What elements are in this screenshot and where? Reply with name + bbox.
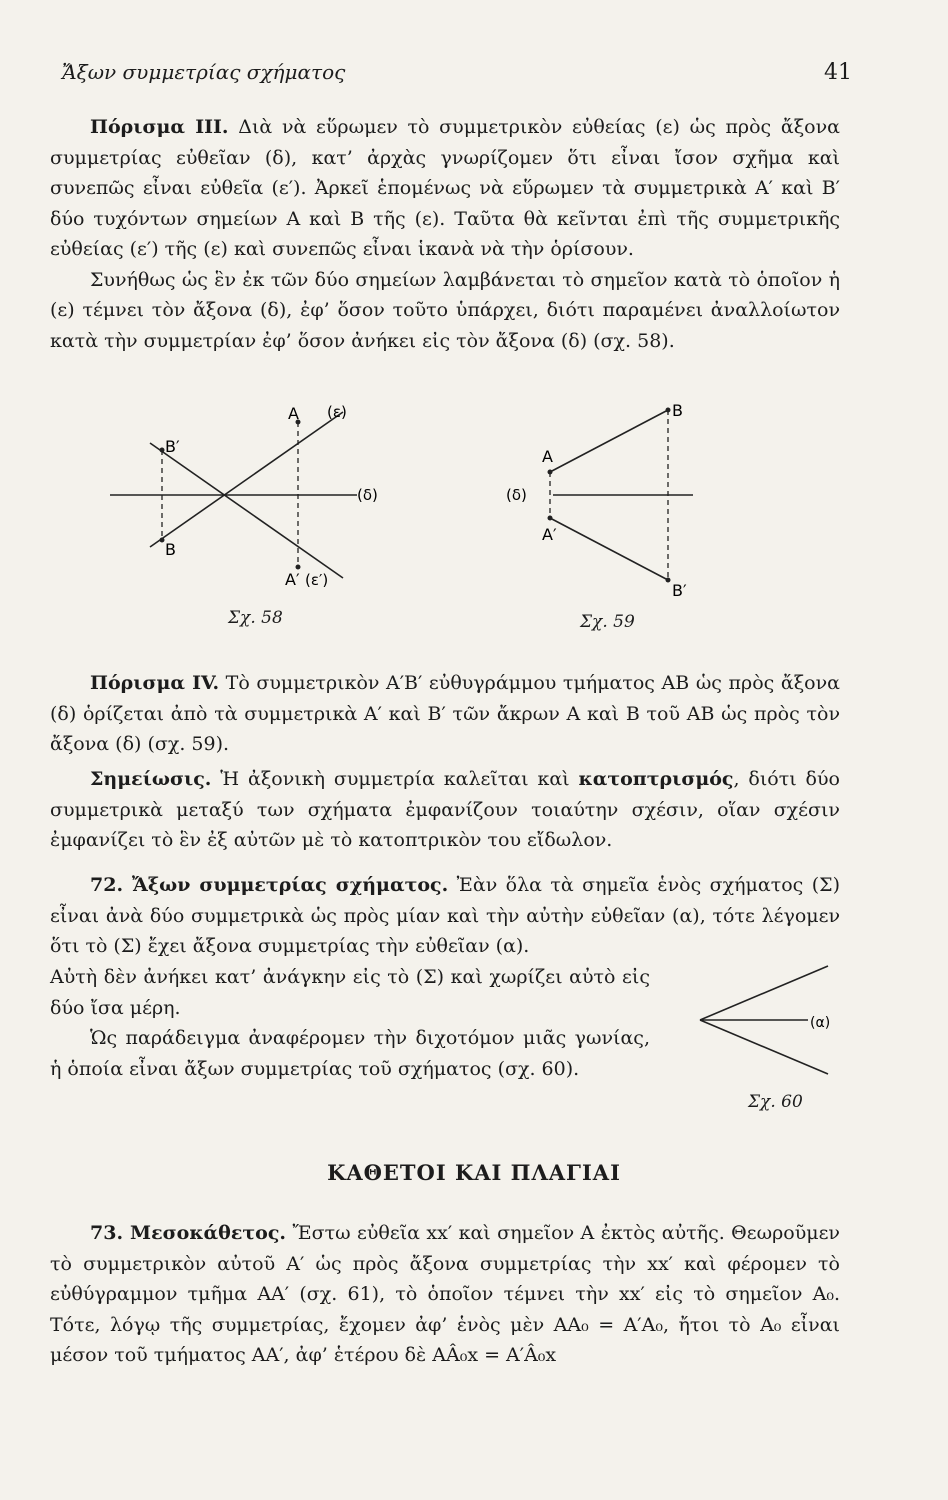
note-bold-term: κατοπτρισμός — [578, 768, 734, 790]
figure-59-caption: Σχ. 59 — [580, 612, 635, 632]
angle-side-lower — [700, 1020, 828, 1074]
figure-59 — [498, 392, 698, 616]
label-e-prime: (ε′) — [305, 571, 329, 589]
porisma-4-lead: Πόρισμα IV. — [90, 672, 220, 694]
figure-60 — [678, 962, 848, 1106]
label-b-prime: Β′ — [165, 437, 180, 456]
label-delta: (δ) — [357, 486, 378, 504]
label-b-prime: Β′ — [672, 581, 687, 600]
porisma-4-text: Τὸ συμμετρικὸν Α′Β′ εὐθυγράμμου τμήματος ΑΒ ὡς πρὸς ἄξονα (δ) ὁρίζεται ἀπὸ τὰ συμμετρικὰ Α′ καὶ Β′ τῶν ἄκρων Α καὶ Β τοῦ ΑΒ ὡς πρὸς τὸν ἄξονα (δ) (σχ. 59). — [50, 672, 840, 755]
porisma-3-text2: Συνήθως ὡς ἓν ἐκ τῶν δύο σημείων λαμβάνεται τὸ σημεῖον κατὰ τὸ ὁποῖον ἡ (ε) τέμνει τὸν ἄξονα (δ), ἐφ’ ὅσον τοῦτο ὑπάρχει, διότι παραμένει ἀναλλοίωτον κατὰ τὴν συμμετρίαν ἐφ’ ὅσον ἀνήκει εἰς τὸν ἄξονα (δ) (σχ. 58). — [50, 268, 840, 352]
porisma-4 — [50, 668, 840, 760]
porisma-3 — [50, 112, 840, 356]
line-e-prime — [150, 443, 343, 578]
porisma-3-text: Διὰ νὰ εὕρωμεν τὸ συμμετρικὸν εὐθείας (ε) ὡς πρὸς ἄξονα συμμετρίας εὐθεῖαν (δ), κατ’ ἀρχὰς γνωρίζομεν ὅτι εἶναι ἴσον σχῆμα καὶ συνεπῶς εἶναι εὐθεῖα (ε′). Ἀρκεῖ ἑπομένως νὰ εὕρωμεν τὰ συμμετρικὰ Α′ καὶ Β′ δύο τυχόντων σημείων Α καὶ Β τῆς (ε). Ταῦτα θὰ κεῖνται ἐπὶ τῆς συμμετρικῆς εὐθείας (ε′) τῆς (ε) καὶ συνεπῶς εἶναι ἱκανὰ νὰ τὴν ὁρίσουν. — [50, 116, 840, 260]
note-lead: Σημείωσις. — [90, 768, 212, 790]
figure-60-caption: Σχ. 60 — [748, 1092, 803, 1112]
section-72-text2: Αὐτὴ δὲν ἀνήκει κατ’ ἀνάγκην εἰς τὸ (Σ) καὶ χωρίζει αὐτὸ εἰς δύο ἴσα μέρη. — [50, 966, 650, 1019]
section-73-text: Ἔστω εὐθεῖα xx′ καὶ σημεῖον Α ἐκτὸς αὐτῆς. Θεωροῦμεν τὸ συμμετρικὸν αὐτοῦ Α′ ὡς πρὸς ἄξονα συμμετρίας τὴν xx′ καὶ φέρομεν τὸ εὐθύγραμμον τμῆμα ΑΑ′ (σχ. 61), τὸ ὁποῖον τέμνει τὴν xx′ εἰς τὸ σημεῖον Α₀. Τότε, λόγῳ τῆς συμμετρίας, ἔχομεν ἀφ’ ἑνὸς μὲν ΑΑ₀ = Α′Α₀, ἤτοι τὸ Α₀ εἶναι μέσον τοῦ τμήματος ΑΑ′, ἀφ’ ἑτέρου δὲ ΑÂ₀x = Α′Â₀x — [50, 1222, 840, 1366]
section-73-lead: 73. Μεσοκάθετος. — [90, 1222, 287, 1244]
label-a: Α — [542, 447, 553, 466]
figure-58-caption: Σχ. 58 — [228, 608, 283, 628]
section-72-text3: Ὡς παράδειγμα ἀναφέρομεν τὴν διχοτόμον μιᾶς γωνίας, ἡ ὁποία εἶναι ἄξων συμμετρίας τοῦ σχήματος (σχ. 60). — [50, 1027, 650, 1080]
section-72-lead: 72. Ἄξων συμμετρίας σχήματος. — [90, 874, 449, 896]
porisma-3-lead: Πόρισμα III. — [90, 116, 229, 138]
segment-ab — [550, 410, 668, 472]
line-e — [150, 412, 343, 547]
figure-58 — [95, 392, 395, 606]
label-b: Β — [672, 401, 683, 420]
note — [50, 764, 840, 856]
section-73 — [50, 1218, 840, 1371]
page-number: 41 — [824, 60, 852, 85]
label-e: (ε) — [327, 403, 347, 421]
label-a-prime: Α′ — [285, 570, 300, 589]
running-title: Ἄξων συμμετρίας σχήματος — [62, 60, 346, 84]
section-72-text: Ἐὰν ὅλα τὰ σημεῖα ἑνὸς σχήματος (Σ) εἶναι ἀνὰ δύο συμμετρικὰ ὡς πρὸς μίαν καὶ τὴν αὐτὴν εὐθεῖαν (α), τότε λέγομεν ὅτι τὸ (Σ) ἔχει ἄξονα συμμετρίας τὴν εὐθεῖαν (α). — [50, 874, 840, 957]
label-a: Α — [288, 404, 299, 423]
angle-side-upper — [700, 966, 828, 1020]
note-text-a: Ἡ ἀξονικὴ συμμετρία καλεῖται καὶ — [211, 768, 579, 790]
label-a-prime: Α′ — [542, 525, 557, 544]
label-b: Β — [165, 540, 176, 559]
label-alpha: (α) — [810, 1015, 831, 1031]
page-header — [62, 60, 852, 94]
segment-aprime-bprime — [550, 518, 668, 580]
label-delta: (δ) — [506, 486, 527, 504]
note-text-b: , διότι δύο συμμετρικὰ μεταξύ των σχήματα ἐμφανίζουν τοιαύτην σχέσιν, οἵαν σχέσιν ἐμφανίζει τὸ ἓν ἐξ αὐτῶν μὲ τὸ κατοπτρικὸν του εἴδωλον. — [50, 768, 840, 851]
section-72 — [50, 870, 840, 962]
section-heading: ΚΑΘΕΤΟΙ ΚΑΙ ΠΛΑΓΙΑΙ — [327, 1160, 621, 1185]
section-72-cont — [50, 962, 650, 1084]
